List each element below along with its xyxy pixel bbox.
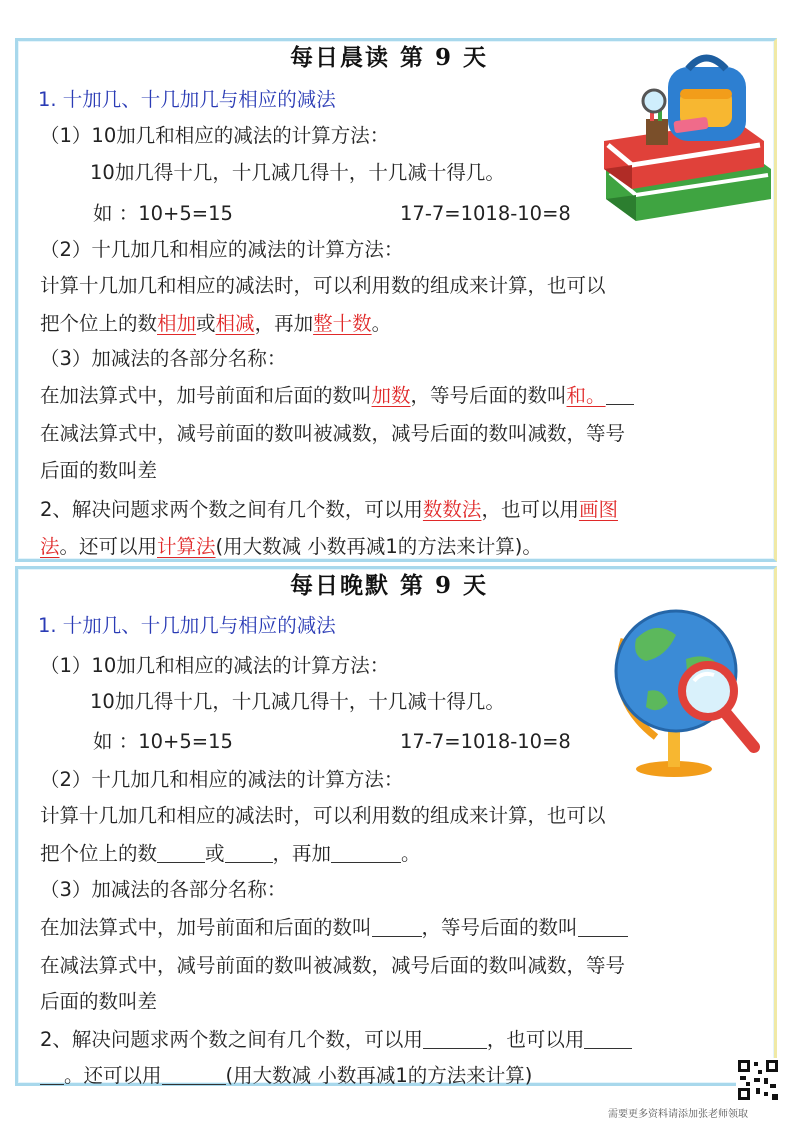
evening-s2-title: （2）十几加几和相应的减法的计算方法： <box>40 768 404 791</box>
text: 在加法算式中，加号前面和后面的数叫 <box>40 916 372 939</box>
underline-blank <box>606 384 634 405</box>
footer-note: 需要更多资料请添加张老师领取 <box>608 1109 748 1120</box>
answer-jisuanfa: 计算法 <box>157 535 216 558</box>
text: ，也可以用 <box>481 498 579 521</box>
text: 。 <box>371 312 392 335</box>
evening-s1-rule: 10加几得十几，十几减几得十，十几减十得几。 <box>90 690 505 713</box>
text: 。还可以用 <box>59 535 158 558</box>
morning-s2-line2 <box>40 311 391 337</box>
text: ，等号后面的数叫 <box>410 384 567 407</box>
text: 把个位上的数 <box>40 312 158 335</box>
morning-s1-title: （1）10加几和相应的减法的计算方法： <box>40 124 390 147</box>
answer-huatu: 画图 <box>578 498 618 521</box>
text: 在加法算式中，加号前面和后面的数叫 <box>40 384 372 407</box>
evening-s3-line1 <box>40 915 628 941</box>
evening-s1-title: （1）10加几和相应的减法的计算方法： <box>40 654 390 677</box>
text: ，也可以用 <box>486 1028 585 1051</box>
answer-zhengshishu: 整十数 <box>313 312 372 335</box>
text: 或 <box>196 312 216 335</box>
evening-s2-line2 <box>40 841 421 867</box>
text: 。还可以用 <box>64 1064 162 1087</box>
morning-s3-line2: 在减法算式中，减号前面的数叫被减数，减号后面的数叫减数，等号 <box>40 422 626 445</box>
morning-s2-title: （2）十几加几和相应的减法的计算方法： <box>40 238 404 261</box>
morning-reading-panel <box>15 38 777 562</box>
fill-blank[interactable] <box>157 842 205 863</box>
morning-s2-line1: 计算十几加几和相应的减法时，可以利用数的组成来计算，也可以 <box>40 274 606 297</box>
morning-heading-1: 1. 十加几、十几加几与相应的减法 <box>38 88 336 111</box>
fill-blank[interactable] <box>423 1028 487 1049</box>
fill-blank[interactable] <box>331 842 401 863</box>
text: 把个位上的数 <box>40 842 158 865</box>
evening-title: 每日晚默 第 9 天 <box>290 572 489 599</box>
morning-s3-title: （3）加减法的各部分名称： <box>40 347 287 370</box>
fill-blank[interactable] <box>372 916 422 937</box>
fill-blank[interactable] <box>584 1028 632 1049</box>
answer-xiangjia: 相加 <box>157 312 197 335</box>
backpack-books-illustration <box>596 49 776 224</box>
evening-s3-title: （3）加减法的各部分名称： <box>40 878 287 901</box>
evening-s1-example-b: 17-7=1018-10=8 <box>400 730 571 753</box>
answer-he: 和。 <box>566 384 606 407</box>
evening-p2-line1 <box>40 1027 632 1053</box>
fill-blank[interactable] <box>225 842 273 863</box>
text: 2、解决问题求两个数之间有几个数，可以用 <box>40 1028 423 1051</box>
text: ，再加 <box>272 842 332 865</box>
answer-jiashu: 加数 <box>371 384 411 407</box>
answer-xiangjian: 相减 <box>215 312 255 335</box>
morning-s3-line3: 后面的数叫差 <box>40 459 158 482</box>
text: (用大数减 小数再减1的方法来计算) <box>225 1064 533 1087</box>
text: 或 <box>205 842 225 865</box>
fill-blank[interactable] <box>578 916 628 937</box>
answer-fa: 法 <box>40 535 60 558</box>
evening-s1-example-a: 如 ：10+5=15 <box>93 730 233 753</box>
fill-blank[interactable] <box>40 1064 64 1085</box>
morning-s1-example-b: 17-7=1018-10=8 <box>400 202 571 225</box>
evening-recitation-panel <box>15 566 777 1086</box>
evening-s2-line1: 计算十几加几和相应的减法时，可以利用数的组成来计算，也可以 <box>40 804 606 827</box>
morning-p2-line2 <box>40 534 542 560</box>
fill-blank[interactable] <box>162 1064 226 1085</box>
morning-s1-rule: 10加几得十几，十几减几得十，十几减十得几。 <box>90 161 505 184</box>
evening-heading-1: 1. 十加几、十几加几与相应的减法 <box>38 614 336 637</box>
qr-code-icon <box>736 1058 780 1102</box>
morning-s3-line1 <box>40 383 634 409</box>
morning-p2-line1 <box>40 497 618 523</box>
evening-p2-line2 <box>40 1063 532 1089</box>
globe-magnifier-illustration <box>596 599 771 779</box>
text: 2、解决问题求两个数之间有几个数，可以用 <box>40 498 423 521</box>
answer-shushufa: 数数法 <box>422 498 482 521</box>
text: 。 <box>401 842 421 865</box>
text: ，再加 <box>254 312 314 335</box>
evening-s3-line2: 在减法算式中，减号前面的数叫被减数，减号后面的数叫减数，等号 <box>40 954 626 977</box>
text: ，等号后面的数叫 <box>421 916 578 939</box>
text: (用大数减 小数再减1的方法来计算)。 <box>215 535 542 558</box>
morning-title: 每日晨读 第 9 天 <box>290 44 489 71</box>
morning-s1-example-a: 如 ：10+5=15 <box>93 202 233 225</box>
evening-s3-line3: 后面的数叫差 <box>40 990 158 1013</box>
